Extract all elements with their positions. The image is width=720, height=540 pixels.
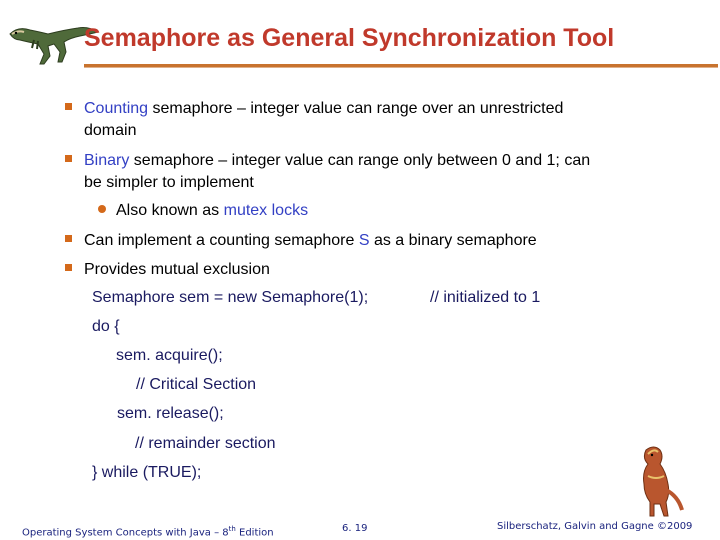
code-line-7: } while (TRUE);: [92, 464, 202, 481]
bullet-mutual-exclusion: Provides mutual exclusion: [84, 261, 270, 278]
code-line-5: sem. release();: [117, 405, 224, 422]
sub-bullet-mutex: Also known as mutex locks: [116, 202, 309, 219]
term-mutex-locks: mutex locks: [223, 202, 309, 219]
code-line-1: Semaphore sem = new Semaphore(1);: [92, 289, 369, 306]
bullet-counting-line2: domain: [84, 122, 137, 139]
sub-bullet-marker: [98, 205, 106, 213]
code-line-6: // remainder section: [135, 435, 276, 452]
code-line-2: do {: [92, 318, 120, 335]
code-line-4: // Critical Section: [136, 376, 257, 393]
bullet-marker: [65, 103, 72, 110]
bullet-counting-semaphore-s: Can implement a counting semaphore S as a binary semaphore: [84, 232, 537, 249]
term-counting: Counting: [84, 100, 149, 117]
bullet-marker: [65, 264, 72, 271]
code-line-1-comment: // initialized to 1: [430, 289, 541, 306]
dinosaur-bottom-right-icon: [626, 440, 686, 520]
term-s: S: [358, 232, 370, 249]
bullet-marker: [65, 235, 72, 242]
title-divider-shadow: [84, 67, 718, 68]
bullet-marker: [65, 155, 72, 162]
footer-page-number: 6. 19: [342, 523, 368, 534]
bullet-counting: Counting semaphore – integer value can range over an unrestricted: [84, 100, 564, 117]
bullet-binary-line2: be simpler to implement: [84, 174, 254, 191]
term-binary: Binary: [84, 152, 130, 169]
footer-authors: Silberschatz, Galvin and Gagne ©2009: [497, 521, 693, 532]
slide-title: Semaphore as General Synchronization Tool: [84, 24, 615, 52]
code-line-3: sem. acquire();: [116, 347, 223, 364]
bullet-binary: Binary semaphore – integer value can range only between 0 and 1; can: [84, 152, 591, 169]
footer-book-title: Operating System Concepts with Java – 8th Edition: [22, 525, 274, 539]
